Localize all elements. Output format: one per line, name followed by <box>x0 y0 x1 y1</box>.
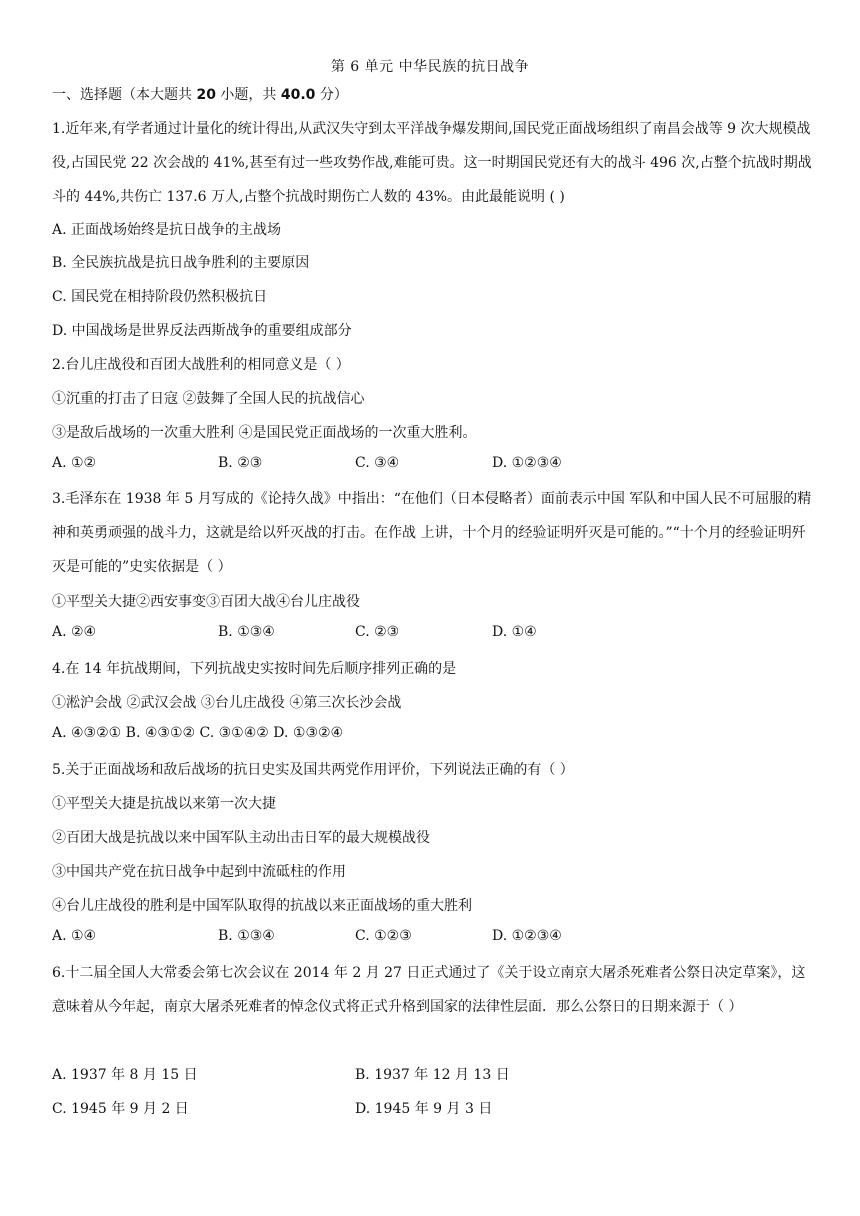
q5-option-d[interactable]: D. ①②③④ <box>492 928 562 944</box>
q2-option-a[interactable]: A. ①② <box>52 455 97 471</box>
q3-option-b[interactable]: B. ①③④ <box>218 624 275 640</box>
q5-item-1: ①平型关大捷是抗战以来第一次大捷 <box>52 796 276 812</box>
q6-option-b[interactable]: B. 1937 年 12 月 13 日 <box>355 1067 510 1083</box>
question-count: 20 <box>196 87 216 103</box>
q3-item-1: ①平型关大捷②西安事变③百团大战④台儿庄战役 <box>52 594 360 610</box>
q2-option-b[interactable]: B. ②③ <box>218 455 263 471</box>
q5-option-b[interactable]: B. ①③④ <box>218 928 275 944</box>
q5-item-4: ④台儿庄战役的胜利是中国军队取得的抗战以来正面战场的重大胜利 <box>52 898 472 914</box>
q4-item-1: ①淞沪会战 ②武汉会战 ③台儿庄战役 ④第三次长沙会战 <box>52 695 402 711</box>
q1-option-c[interactable]: C. 国民党在相持阶段仍然积极抗日 <box>52 289 268 305</box>
q5-item-2: ②百团大战是抗战以来中国军队主动出击日军的最大规模战役 <box>52 830 430 846</box>
question-1-text: 1.近年来,有学者通过计量化的统计得出,从武汉失守到太平洋战争爆发期间,国民党正面战场组织了南昌会战等 9 次大规模战役,占国民党 22 次会战的 41%,甚至有过一些攻势作战,难能可贵。这一时期国民党还有大的战斗 496 次,占整个抗战时期战斗的 44%,共伤亡 137.6 万人,占整个抗战时期伤亡人数的 43%。由此最能说明 ( ) <box>52 121 812 205</box>
q5-option-c[interactable]: C. ①②③ <box>355 928 412 944</box>
q5-item-3: ③中国共产党在抗日战争中起到中流砥柱的作用 <box>52 864 346 880</box>
page-title: 第 6 单元 中华民族的抗日战争 <box>330 59 530 75</box>
q6-option-d[interactable]: D. 1945 年 9 月 3 日 <box>355 1101 493 1117</box>
q1-option-d[interactable]: D. 中国战场是世界反法西斯战争的重要组成部分 <box>52 323 352 339</box>
section-heading: 一、选择题（本大题共 20 小题，共 40.0 分） <box>52 87 348 103</box>
q5-option-a[interactable]: A. ①④ <box>52 928 97 944</box>
question-1 <box>52 112 816 214</box>
question-6 <box>52 956 816 1024</box>
q3-option-c[interactable]: C. ②③ <box>355 624 400 640</box>
question-3 <box>52 482 816 584</box>
q6-option-a[interactable]: A. 1937 年 8 月 15 日 <box>52 1067 198 1083</box>
q3-option-d[interactable]: D. ①④ <box>492 624 537 640</box>
question-2-text: 2.台儿庄战役和百团大战胜利的相同意义是（ ） <box>52 357 350 373</box>
question-4-text: 4.在 14 年抗战期间，下列抗战史实按时间先后顺序排列正确的是 <box>52 661 457 677</box>
q6-option-c[interactable]: C. 1945 年 9 月 2 日 <box>52 1101 189 1117</box>
q1-option-a[interactable]: A. 正面战场始终是抗日战争的主战场 <box>52 222 282 238</box>
total-score: 40.0 <box>280 87 316 103</box>
question-6-text: 6.十二届全国人大常委会第七次会议在 2014 年 2 月 27 日正式通过了《关于设立南京大屠杀死难者公祭日决定草案》，这意味着从今年起，南京大屠杀死难者的悼念仪式将正式升格到国家的法律性层面．那么公祭日的日期来源于（ ） <box>52 965 806 1015</box>
q4-options[interactable]: A. ④③②① B. ④③①② C. ③①④② D. ①③②④ <box>52 725 344 741</box>
q2-item-1: ①沉重的打击了日寇 ②鼓舞了全国人民的抗战信心 <box>52 391 365 407</box>
q3-option-a[interactable]: A. ②④ <box>52 624 97 640</box>
q2-item-2: ③是敌后战场的一次重大胜利 ④是国民党正面战场的一次重大胜利。 <box>52 425 477 441</box>
q1-option-b[interactable]: B. 全民族抗战是抗日战争胜利的主要原因 <box>52 255 310 271</box>
q2-option-c[interactable]: C. ③④ <box>355 455 400 471</box>
question-3-text: 3.毛泽东在 1938 年 5 月写成的《论持久战》中指出：“在他们（日本侵略者）面前表示中国 军队和中国人民不可屈服的精神和英勇顽强的战斗力，这就是给以歼灭战的打击。在作战 上讲，十个月的经验证明歼灭是可能的。”“十个月的经验证明歼灭是可能的”史实依据是（ ） <box>52 491 812 575</box>
question-5-text: 5.关于正面战场和敌后战场的抗日史实及国共两党作用评价，下列说法正确的有（ ） <box>52 762 574 778</box>
q2-option-d[interactable]: D. ①②③④ <box>492 455 562 471</box>
